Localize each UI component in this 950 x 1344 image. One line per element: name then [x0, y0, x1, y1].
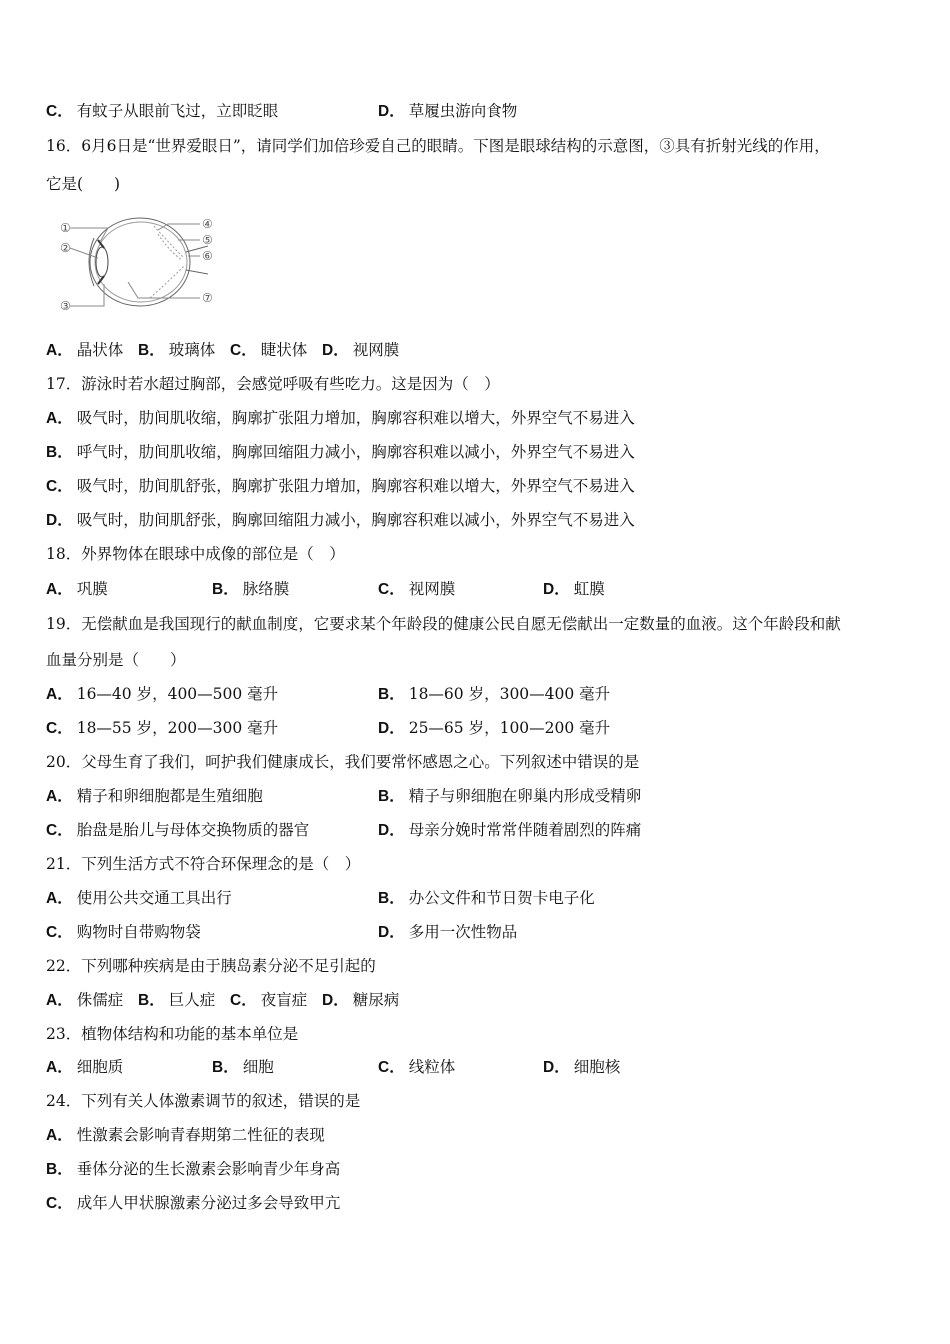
q24-option-a: A． 性激素会影响青春期第二性征的表现 [46, 1126, 325, 1144]
q15-option-d: D． 草履虫游向食物 [378, 102, 518, 120]
q20-option-a: A． 精子和卵细胞都是生殖细胞 [46, 787, 263, 805]
q19-option-a: A． 16—40 岁，400—500 毫升 [46, 685, 279, 703]
q18-option-c: C． 视网膜 [378, 580, 456, 598]
q18-stem: 18．外界物体在眼球中成像的部位是（ ） [46, 545, 345, 563]
q21-option-c: C． 购物时自带购物袋 [46, 923, 201, 941]
figure-label-7: ⑦ [202, 291, 213, 305]
q16-stem-line1: 16．6月6日是“世界爱眼日”，请同学们加倍珍爱自己的眼睛。下图是眼球结构的示意图，③具有折射光线的作用， [46, 137, 830, 155]
q23-option-a: A． 细胞质 [46, 1058, 124, 1076]
q19-option-b: B． 18—60 岁，300—400 毫升 [378, 685, 611, 703]
q23-stem: 23．植物体结构和功能的基本单位是 [46, 1025, 299, 1043]
q23-option-b: B． 细胞 [212, 1058, 274, 1076]
q16-stem-line2: 它是( ) [46, 175, 121, 193]
eyeball-outline [90, 218, 190, 306]
q21-stem: 21．下列生活方式不符合环保理念的是（ ） [46, 855, 361, 873]
q24-stem: 24．下列有关人体激素调节的叙述，错误的是 [46, 1092, 361, 1110]
q17-option-c: C． 吸气时，肋间肌舒张，胸廓扩张阻力增加，胸廓容积难以增大，外界空气不易进入 [46, 477, 635, 495]
q22-stem: 22．下列哪种疾病是由于胰岛素分泌不足引起的 [46, 957, 376, 975]
q21-option-b: B． 办公文件和节日贺卡电子化 [378, 889, 595, 907]
q20-option-c: C． 胎盘是胎儿与母体交换物质的器官 [46, 821, 310, 839]
q15-option-c: C． 有蚊子从眼前飞过，立即眨眼 [46, 102, 279, 120]
q19-stem-line2: 血量分别是（ ） [46, 651, 186, 669]
q19-option-d: D． 25—65 岁，100—200 毫升 [378, 719, 611, 737]
q17-option-d: D． 吸气时，肋间肌舒张，胸廓回缩阻力减小，胸廓容积难以减小，外界空气不易进入 [46, 511, 635, 529]
q21-option-d: D． 多用一次性物品 [378, 923, 518, 941]
q20-stem: 20．父母生育了我们，呵护我们健康成长，我们要常怀感恩之心。下列叙述中错误的是 [46, 753, 640, 771]
eyeball-diagram [58, 212, 220, 322]
figure-label-6: ⑥ [202, 249, 213, 263]
q19-option-c: C． 18—55 岁，200—300 毫升 [46, 719, 279, 737]
q23-option-c: C． 线粒体 [378, 1058, 456, 1076]
figure-label-5: ⑤ [202, 233, 213, 247]
q18-option-d: D． 虹膜 [543, 580, 605, 598]
q16-options: A． 晶状体 B． 玻璃体 C． 睫状体 D． 视网膜 [46, 341, 400, 359]
figure-label-2: ② [60, 241, 71, 255]
q24-option-c: C． 成年人甲状腺激素分泌过多会导致甲亢 [46, 1194, 341, 1212]
q24-option-b: B． 垂体分泌的生长激素会影响青少年身高 [46, 1160, 341, 1178]
q17-option-b: B． 呼气时，肋间肌收缩，胸廓回缩阻力减小，胸廓容积难以减小，外界空气不易进入 [46, 443, 635, 461]
leader-line-7 [128, 282, 200, 298]
q17-stem: 17．游泳时若水超过胸部，会感觉呼吸有些吃力。这是因为（ ） [46, 375, 500, 393]
figure-label-3: ③ [60, 299, 71, 313]
q23-option-d: D． 细胞核 [543, 1058, 621, 1076]
q22-options: A． 侏儒症 B． 巨人症 C． 夜盲症 D． 糖尿病 [46, 991, 400, 1009]
lens [96, 247, 108, 277]
q18-option-b: B． 脉络膜 [212, 580, 290, 598]
figure-label-1: ① [60, 221, 71, 235]
q17-option-a: A． 吸气时，肋间肌收缩，胸廓扩张阻力增加，胸廓容积难以增大，外界空气不易进入 [46, 409, 635, 427]
leader-line-2 [70, 248, 98, 258]
q20-option-d: D． 母亲分娩时常常伴随着剧烈的阵痛 [378, 821, 642, 839]
q21-option-a: A． 使用公共交通工具出行 [46, 889, 232, 907]
q19-stem-line1: 19．无偿献血是我国现行的献血制度，它要求某个年龄段的健康公民自愿无偿献出一定数量的血液。这个年龄段和献 [46, 615, 841, 633]
q18-option-a: A． 巩膜 [46, 580, 108, 598]
figure-label-4: ④ [202, 217, 213, 231]
q20-option-b: B． 精子与卵细胞在卵巢内形成受精卵 [378, 787, 642, 805]
